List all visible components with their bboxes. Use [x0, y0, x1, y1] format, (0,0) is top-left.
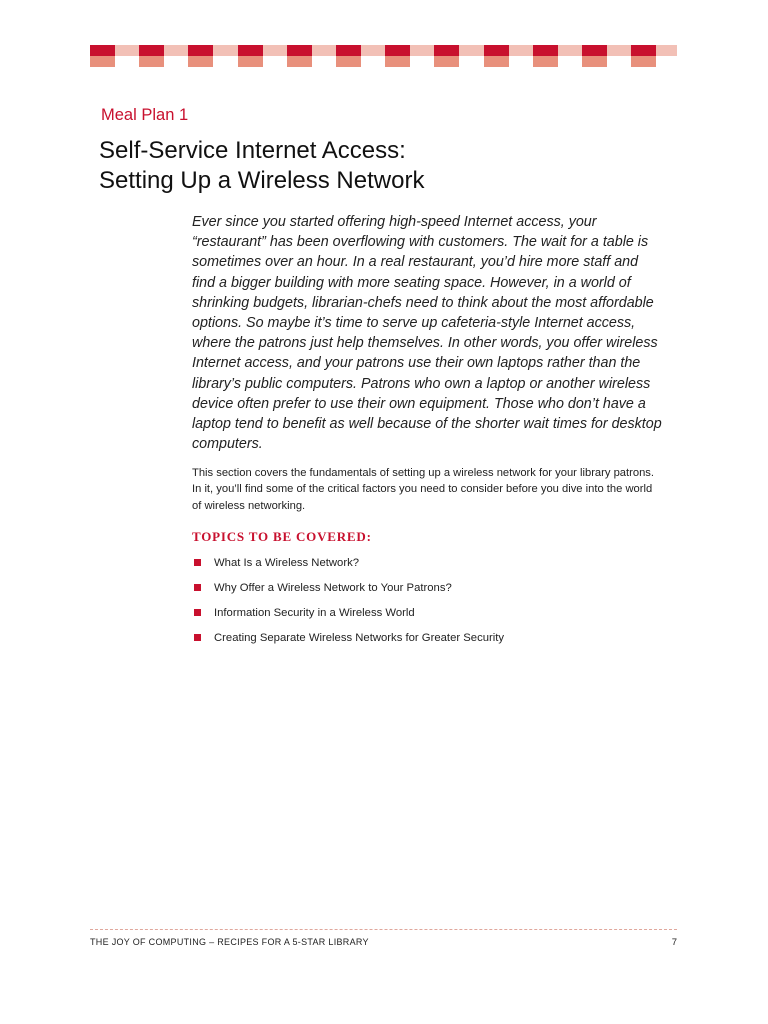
list-item	[192, 630, 504, 655]
band-square-bottom	[336, 56, 361, 67]
topic-label: What Is a Wireless Network?	[214, 557, 360, 569]
band-square-top	[434, 45, 459, 56]
page-title-line-2: Setting Up a Wireless Network	[99, 167, 425, 194]
topic-label: Why Offer a Wireless Network to Your Patrons?	[214, 582, 452, 594]
band-square-top	[287, 45, 312, 56]
square-bullet-icon	[194, 609, 201, 616]
band-square-top	[484, 45, 509, 56]
band-square-top	[139, 45, 164, 56]
band-square-bottom	[631, 56, 656, 67]
band-square-top	[336, 45, 361, 56]
band-square-bottom	[238, 56, 263, 67]
intro-paragraph: Ever since you started offering high-speed Internet access, your “restaurant” has been overflowing with customers. The wait for a table is sometimes over an hour. In a real restaurant, you’d hire more staff and find a bigger building with more seating space. However, in a world of shrinking budgets, librarian-chefs need to think about the most affordable options. So maybe it’s time to serve up cafeteria-style Internet access, where the patrons just help themselves. In other words, you offer wireless Internet access, and your patrons use their own laptops rather than the library’s public computers. Patrons who own a laptop or another wireless device often prefer to use their own equipment. Those who don’t have a laptop tend to benefit as well because of the shorter wait times for desktop computers.	[192, 214, 662, 453]
body-paragraph: This section covers the fundamentals of setting up a wireless network for your library patrons. In it, you’ll find some of the critical factors you need to consider before you dive into the world of wireless networking.	[192, 467, 655, 512]
band-square-top	[582, 45, 607, 56]
list-item	[192, 580, 504, 605]
band-square-top	[90, 45, 115, 56]
page-title	[99, 136, 424, 196]
band-square-bottom	[287, 56, 312, 67]
section-kicker: Meal Plan 1	[101, 106, 189, 124]
band-square-bottom	[139, 56, 164, 67]
band-square-top	[631, 45, 656, 56]
band-square-top	[188, 45, 213, 56]
topics-heading: TOPICS TO BE COVERED:	[192, 529, 372, 544]
band-square-bottom	[484, 56, 509, 67]
square-bullet-icon	[194, 634, 201, 641]
band-square-bottom	[385, 56, 410, 67]
band-square-bottom	[582, 56, 607, 67]
band-square-bottom	[90, 56, 115, 67]
decorative-header-band	[90, 45, 677, 67]
square-bullet-icon	[194, 559, 201, 566]
band-square-bottom	[533, 56, 558, 67]
square-bullet-icon	[194, 584, 201, 591]
topics-list	[192, 555, 504, 655]
list-item	[192, 605, 504, 630]
footer-running-title: THE JOY OF COMPUTING – RECIPES FOR A 5-STAR LIBRARY	[90, 937, 369, 947]
topic-label: Information Security in a Wireless World	[214, 607, 415, 619]
page-number: 7	[671, 937, 677, 948]
footer-divider	[90, 929, 677, 930]
band-square-top	[533, 45, 558, 56]
topic-label: Creating Separate Wireless Networks for Greater Security	[214, 632, 505, 644]
band-square-bottom	[434, 56, 459, 67]
band-square-bottom	[188, 56, 213, 67]
band-square-top	[238, 45, 263, 56]
band-square-top	[385, 45, 410, 56]
list-item	[192, 555, 504, 580]
page-title-line-1: Self-Service Internet Access:	[99, 137, 406, 164]
